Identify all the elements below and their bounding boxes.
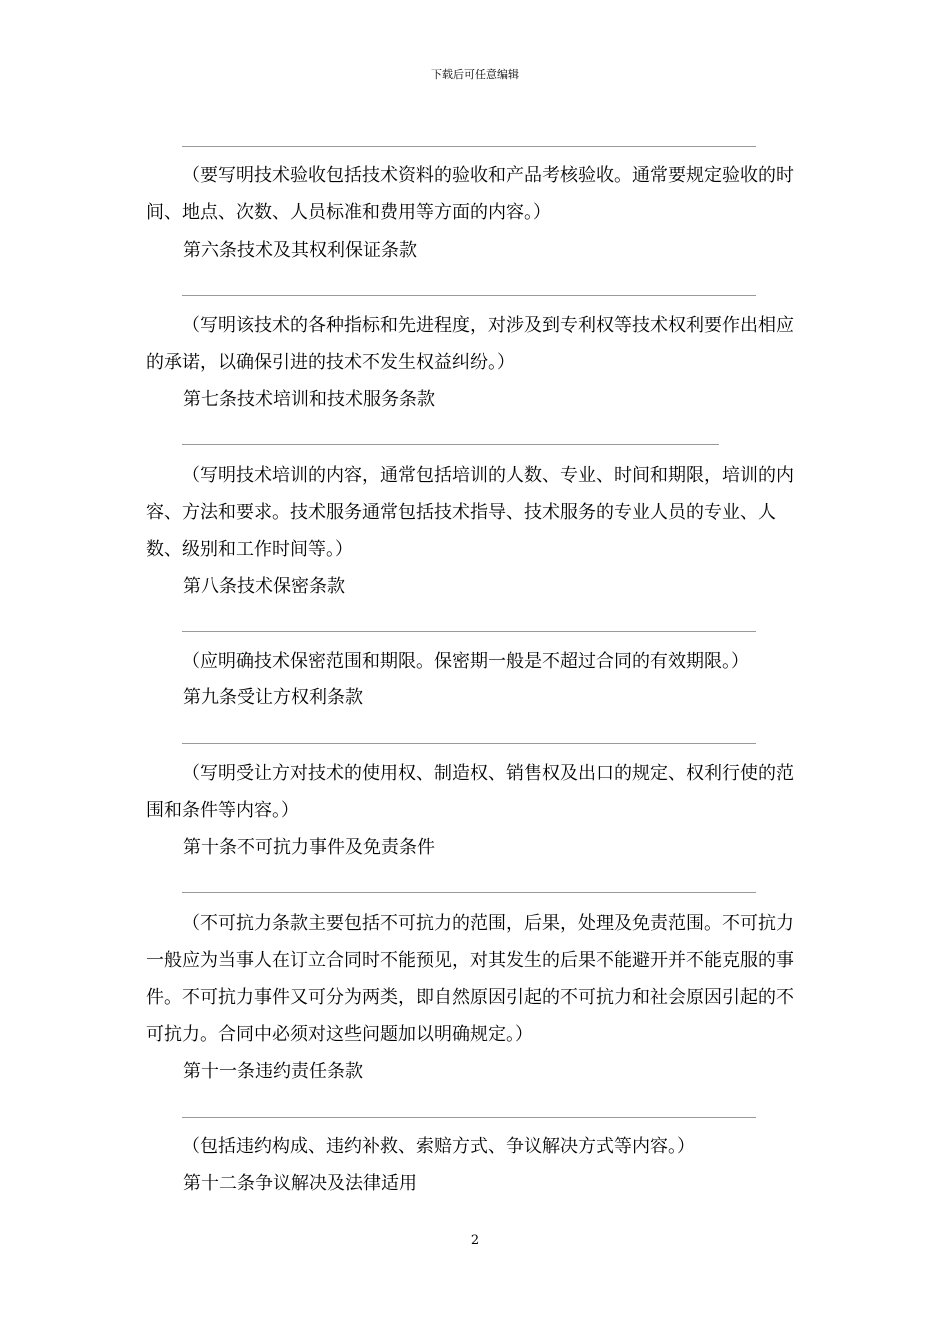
clause-heading: 第十一条违约责任条款	[183, 1061, 363, 1082]
clause-note: （要写明技术验收包括技术资料的验收和产品考核验收。通常要规定验收的时间、地点、次数、人员标准和费用等方面的内容。）	[146, 165, 794, 223]
fill-in-line	[182, 146, 756, 147]
clause-heading: 第七条技术培训和技术服务条款	[183, 389, 435, 410]
page-number: 2	[470, 1233, 480, 1248]
fill-in-line	[182, 631, 756, 632]
clause-note: （写明该技术的各种指标和先进程度，对涉及到专利权等技术权利要作出相应的承诺，以确保引进的技术不发生权益纠纷。）	[146, 315, 794, 373]
clause-note: （写明受让方对技术的使用权、制造权、销售权及出口的规定、权利行使的范围和条件等内容。）	[146, 763, 794, 821]
clause-heading: 第十条不可抗力事件及免责条件	[183, 837, 435, 858]
clause-heading: 第六条技术及其权利保证条款	[183, 240, 417, 261]
clause-note: （应明确技术保密范围和期限。保密期一般是不超过合同的有效期限。）	[182, 651, 749, 672]
fill-in-line	[182, 295, 756, 296]
clause-heading: 第九条受让方权利条款	[183, 687, 363, 708]
fill-in-line	[182, 444, 719, 445]
clause-heading: 第八条技术保密条款	[183, 576, 345, 597]
clause-note: （写明技术培训的内容，通常包括培训的人数、专业、时间和期限，培训的内容、方法和要求。技术服务通常包括技术指导、技术服务的专业人员的专业、人数、级别和工作时间等。）	[146, 465, 794, 560]
clause-heading: 第十二条争议解决及法律适用	[183, 1173, 417, 1194]
fill-in-line	[182, 1117, 756, 1118]
fill-in-line	[182, 743, 756, 744]
page-header: 下载后可任意编辑	[431, 68, 519, 81]
fill-in-line	[182, 892, 756, 893]
clause-note: （包括违约构成、违约补救、索赔方式、争议解决方式等内容。）	[182, 1136, 695, 1157]
clause-note: （不可抗力条款主要包括不可抗力的范围，后果，处理及免责范围。不可抗力一般应为当事人在订立合同时不能预见，对其发生的后果不能避开并不能克服的事件。不可抗力事件又可分为两类，即自然原因引起的不可抗力和社会原因引起的不可抗力。合同中必须对这些问题加以明确规定。）	[146, 913, 794, 1045]
